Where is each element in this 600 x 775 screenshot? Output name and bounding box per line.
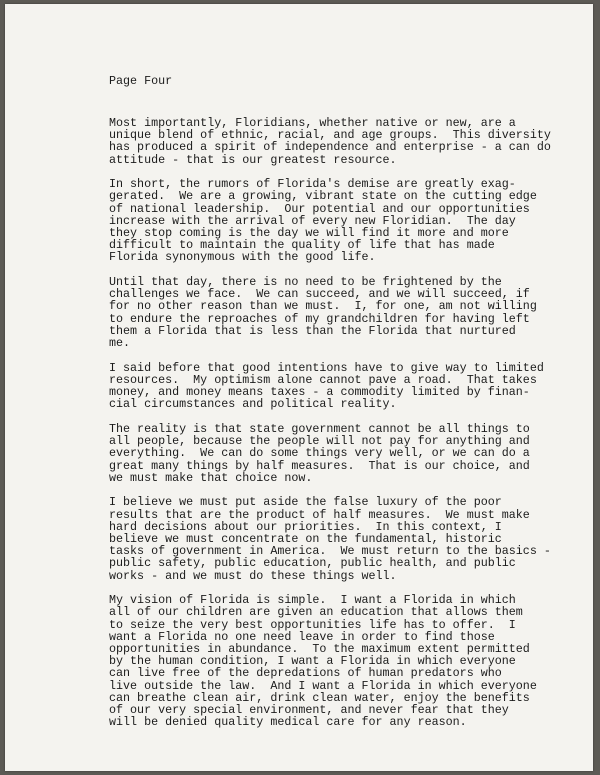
text-line: all of our children are given an education that allows them <box>109 605 523 620</box>
text-line: tasks of government in America. We must return to the basics - <box>109 544 551 559</box>
text-line: Until that day, there is no need to be frightened by the <box>109 275 502 290</box>
paragraph <box>109 496 559 581</box>
text-line: by the human condition, I want a Florida in which everyone <box>109 654 516 669</box>
paragraph <box>109 594 559 728</box>
text-line: can breathe clean air, drink clean water, enjoy the benefits <box>109 690 530 705</box>
paragraph <box>109 178 559 263</box>
text-line: all people, because the people will not pay for anything and <box>109 434 530 449</box>
text-line: public safety, public education, public health, and public <box>109 556 516 571</box>
text-line: of our very special environment, and never fear that they <box>109 702 509 717</box>
text-line: Most importantly, Floridians, whether native or new, are a <box>109 116 516 130</box>
text-line: increase with the arrival of every new Floridian. The day <box>109 213 516 228</box>
text-line: attitude - that is our greatest resource. <box>109 152 397 167</box>
text-line: opportunities in abundance. To the maximum extent permitted <box>109 641 530 656</box>
text-line: believe we must concentrate on the fundamental, historic <box>109 531 502 546</box>
text-line: money, and money means taxes - a commodity limited by finan- <box>109 385 530 400</box>
text-line: challenges we face. We can succeed, and we will succeed, if <box>109 287 530 302</box>
text-line: everything. We can do some things very well, or we can do a <box>109 446 530 461</box>
paragraph <box>109 423 559 484</box>
text-line: will be denied quality medical care for any reason. <box>109 715 467 730</box>
text-line: hard decisions about our priorities. In this context, I <box>109 519 502 534</box>
text-line: they stop coming is the day we will find it more and more <box>109 226 509 240</box>
text-line: can live free of the depredations of human predators who <box>109 666 502 681</box>
text-line: resources. My optimism alone cannot pave a road. That takes <box>109 372 537 387</box>
text-line: we must make that choice now. <box>109 470 313 485</box>
text-line: My vision of Florida is simple. I want a Florida in which <box>109 593 516 608</box>
text-line: results that are the product of half measures. We must make <box>109 507 530 522</box>
text-line: to seize the very best opportunities life has to offer. I <box>109 617 516 632</box>
text-line: great many things by half measures. That is our choice, and <box>109 458 530 473</box>
text-line: unique blend of ethnic, racial, and age groups. This diversity <box>109 128 551 143</box>
text-line: In short, the rumors of Florida's demise are greatly exag- <box>109 177 516 192</box>
document-page <box>5 4 593 771</box>
text-line: gerated. We are a growing, vibrant state on the cutting edge <box>109 189 537 204</box>
text-line: to endure the reproaches of my grandchildren for having left <box>109 311 530 326</box>
paragraph <box>109 276 559 349</box>
text-line: I believe we must put aside the false luxury of the poor <box>109 495 502 510</box>
text-line: The reality is that state government cannot be all things to <box>109 421 530 436</box>
body-text <box>109 117 559 741</box>
text-line: I said before that good intentions have to give way to limited <box>109 360 544 375</box>
text-line: me. <box>109 336 131 350</box>
text-line: want a Florida no one need leave in order to find those <box>109 629 495 644</box>
text-line: for no other reason than we must. I, for one, am not willing <box>109 299 537 314</box>
text-line: Florida synonymous with the good life. <box>109 250 376 265</box>
paragraph <box>109 362 559 411</box>
text-line: has produced a spirit of independence and enterprise - a can do <box>109 140 551 155</box>
text-line: live outside the law. And I want a Florida in which everyone <box>109 678 537 693</box>
text-line: difficult to maintain the quality of life that has made <box>109 238 495 253</box>
page-label: Page Four <box>109 74 173 88</box>
paragraph <box>109 117 559 166</box>
text-line: cial circumstances and political reality. <box>109 397 397 412</box>
text-line: works - and we must do these things well. <box>109 568 397 583</box>
text-line: of national leadership. Our potential and our opportunities <box>109 201 530 216</box>
text-line: them a Florida that is less than the Florida that nurtured <box>109 323 516 338</box>
